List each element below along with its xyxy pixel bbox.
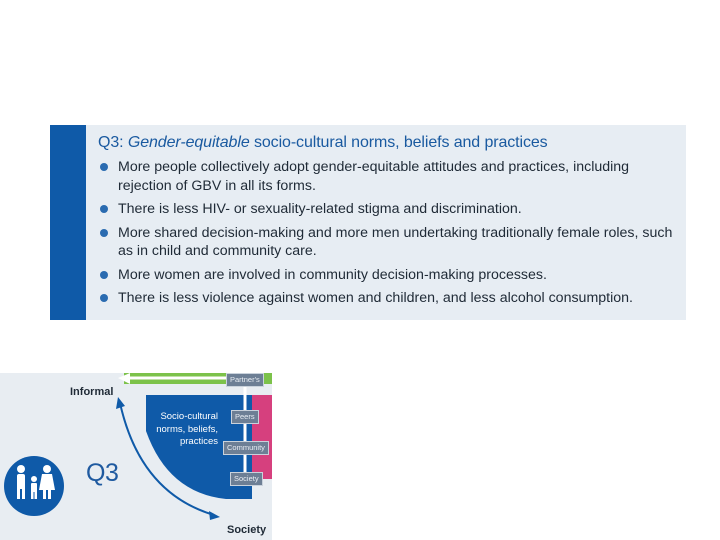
list-item: [98, 200, 678, 219]
bullet-icon: [100, 229, 108, 237]
magenta-band: [252, 395, 272, 479]
informal-label: Informal: [70, 386, 114, 398]
diagram-graphics: [0, 373, 272, 540]
heading-italic: Gender-equitable: [127, 134, 250, 151]
list-item: [98, 224, 678, 261]
curved-arrow-head-bottom: [209, 511, 220, 520]
tag-society: Society: [230, 472, 263, 486]
list-item-text: More people collectively adopt gender-equitable attitudes and practices, including rejection of GBV in all its forms.: [118, 159, 630, 194]
society-axis-label: Society: [227, 524, 267, 536]
list-item: [98, 266, 678, 285]
panel-content: [98, 133, 678, 313]
q3-outcomes-panel: [50, 125, 686, 320]
tag-peers: Peers: [231, 410, 259, 424]
heading-label: Q3:: [98, 134, 124, 151]
bullet-icon: [100, 271, 108, 279]
list-item: [98, 289, 678, 308]
q3-label: Q3: [86, 459, 119, 487]
norms-label: Socio-cultural norms, beliefs, practices: [156, 411, 218, 447]
tag-community: Community: [223, 441, 269, 455]
tag-partner: Partner's: [226, 373, 264, 387]
outcome-list: [98, 158, 678, 308]
list-item-text: More shared decision-making and more men undertaking traditionally female roles, such as in child and community care.: [118, 224, 673, 259]
list-item-text: There is less HIV- or sexuality-related stigma and discrimination.: [118, 201, 522, 217]
bullet-icon: [100, 205, 108, 213]
curved-arrow-head-top: [116, 397, 125, 409]
q3-diagram: [0, 373, 272, 540]
list-item-text: More women are involved in community decision-making processes.: [118, 266, 547, 283]
panel-accent-stripe: [50, 125, 86, 320]
bullet-icon: [100, 294, 108, 302]
bullet-icon: [100, 163, 108, 171]
list-item-text: There is less violence against women and children, and less alcohol consumption.: [118, 290, 633, 306]
list-item: [98, 158, 678, 195]
heading-rest: socio-cultural norms, beliefs and practices: [249, 134, 548, 151]
panel-heading: [98, 133, 678, 153]
